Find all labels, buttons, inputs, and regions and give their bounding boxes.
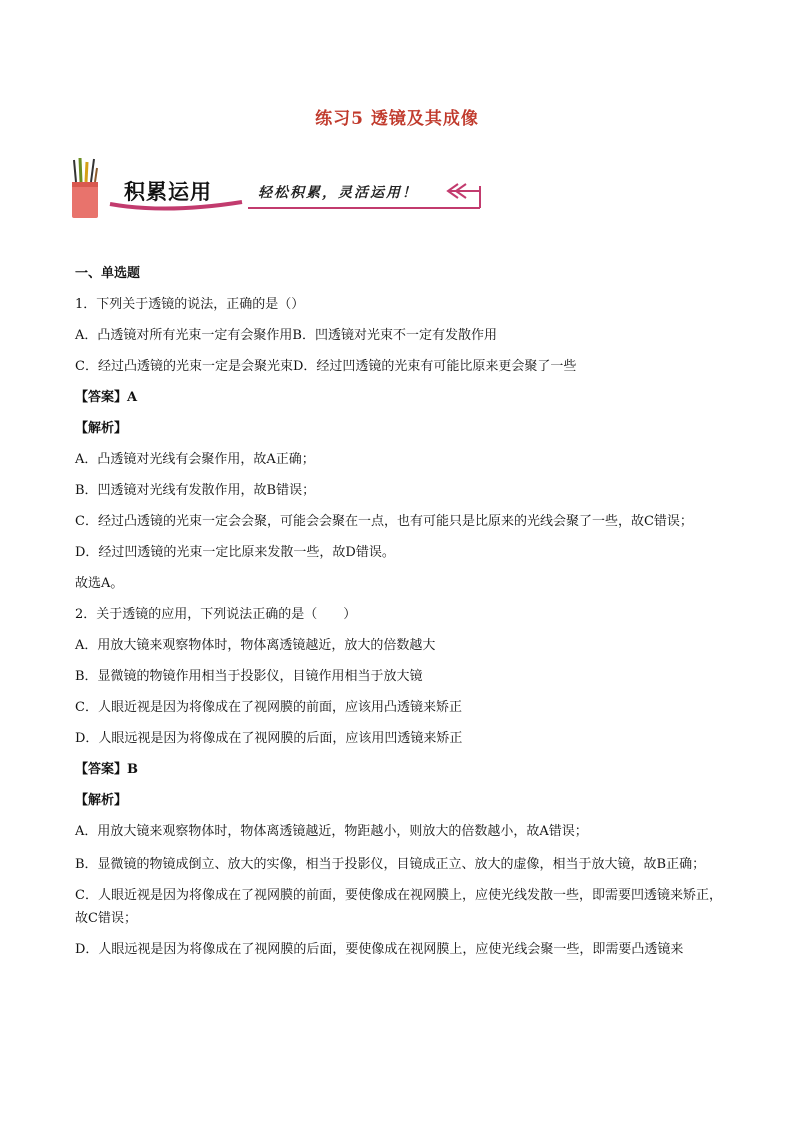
question-1-answer: 【答案】A bbox=[75, 390, 138, 405]
section-banner bbox=[66, 156, 486, 222]
question-2-analysis-b: B．显微镜的物镜成倒立、放大的实像，相当于投影仪，目镜成正立、放大的虚像，相当于放大镜，故B正确； bbox=[75, 857, 706, 872]
question-1-stem: 1．下列关于透镜的说法，正确的是（） bbox=[75, 297, 305, 312]
pencil-cup-icon bbox=[72, 158, 98, 218]
question-2-option-a: A．用放大镜来观察物体时，物体离透镜越近，放大的倍数越大 bbox=[75, 638, 436, 653]
question-1-options-ab: A．凸透镜对所有光束一定有会聚作用B．凹透镜对光束不一定有发散作用 bbox=[75, 328, 497, 343]
question-1-analysis-c: C．经过凸透镜的光束一定会会聚，可能会会聚在一点，也有可能只是比原来的光线会聚了一些，故C错误； bbox=[75, 514, 693, 529]
question-2-option-d: D．人眼远视是因为将像成在了视网膜的后面，应该用凹透镜来矫正 bbox=[75, 731, 463, 746]
question-2-analysis-d: D．人眼远视是因为将像成在了视网膜的后面，要使像成在视网膜上，应使光线会聚一些，即需要凸透镜来 bbox=[75, 942, 684, 957]
question-2-analysis-a: A．用放大镜来观察物体时，物体离透镜越近，物距越小，则放大的倍数越小，故A错误； bbox=[75, 824, 588, 839]
question-2-option-b: B．显微镜的物镜作用相当于投影仪，目镜作用相当于放大镜 bbox=[75, 669, 423, 684]
question-2-option-c: C．人眼近视是因为将像成在了视网膜的前面，应该用凸透镜来矫正 bbox=[75, 700, 462, 715]
question-2-answer: 【答案】B bbox=[75, 762, 138, 777]
question-1-options-cd: C．经过凸透镜的光束一定是会聚光束D．经过凹透镜的光束有可能比原来更会聚了一些 bbox=[75, 359, 577, 374]
banner-slogan: 轻松积累，灵活运用！ bbox=[258, 185, 418, 201]
question-1-analysis-d: D．经过凹透镜的光束一定比原来发散一些，故D错误。 bbox=[75, 545, 395, 560]
question-2-stem: 2．关于透镜的应用，下列说法正确的是（ ） bbox=[75, 607, 357, 622]
question-2-analysis-label: 【解析】 bbox=[75, 793, 128, 808]
question-1-conclusion: 故选A。 bbox=[75, 576, 124, 591]
document-body bbox=[75, 264, 725, 969]
question-1-analysis-label: 【解析】 bbox=[75, 421, 128, 436]
banner-label: 积累运用 bbox=[124, 180, 212, 204]
question-1-analysis-b: B．凹透镜对光线有发散作用，故B错误； bbox=[75, 483, 316, 498]
section-heading: 一、单选题 bbox=[75, 266, 141, 281]
question-2-analysis-c: C．人眼近视是因为将像成在了视网膜的前面，要使像成在视网膜上，应使光线发散一些，即需要凹透镜来矫正，故C错误； bbox=[75, 888, 722, 926]
page-title: 练习5 透镜及其成像 bbox=[315, 109, 479, 129]
question-1-analysis-a: A．凸透镜对光线有会聚作用，故A正确； bbox=[75, 452, 315, 467]
